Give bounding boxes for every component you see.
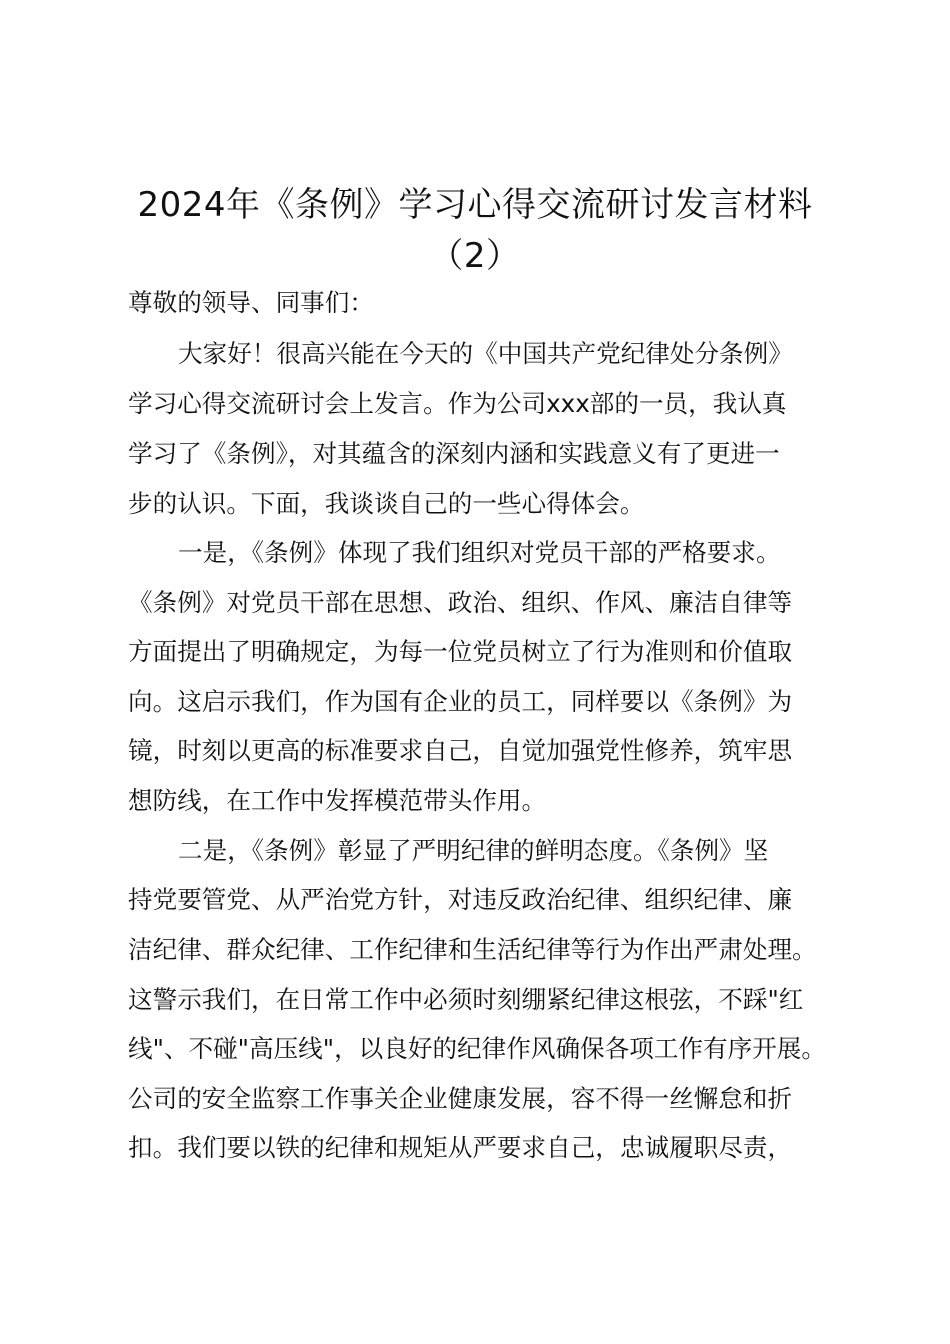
paragraph-line: 持党要管党、从严治党方针，对违反政治纪律、组织纪律、廉: [128, 885, 793, 914]
paragraph-line: 《条例》对党员干部在思想、政治、组织、作风、廉洁自律等: [128, 588, 793, 617]
paragraph-line: 镜，时刻以更高的标准要求自己，自觉加强党性修养，筑牢思: [128, 736, 793, 765]
paragraph-line: 一是，《条例》体现了我们组织对党员干部的严格要求。: [178, 538, 781, 567]
document-title-number: （2）: [429, 236, 521, 276]
paragraph-line: 公司的安全监察工作事关企业健康发展，容不得一丝懈怠和折: [128, 1084, 793, 1113]
paragraph-line: 二是，《条例》彰显了严明纪律的鲜明态度。《条例》坚: [178, 836, 769, 865]
paragraph-line: 步的认识。下面，我谈谈自己的一些心得体会。: [128, 489, 645, 518]
paragraph-line: 扣。我们要以铁的纪律和规矩从严要求自己，忠诚履职尽责，: [128, 1133, 793, 1162]
paragraph-line: 想防线，在工作中发挥模范带头作用。: [128, 786, 547, 815]
paragraph-line: 线"、不碰"高压线"，以良好的纪律作风确保各项工作有序开展。: [128, 1034, 826, 1063]
paragraph-line: 学习心得交流研讨会上发言。作为公司xxx部的一员，我认真: [128, 389, 787, 418]
paragraph-line: 大家好！很高兴能在今天的《中国共产党纪律处分条例》: [178, 339, 793, 368]
paragraph-line: 向。这启示我们，作为国有企业的员工，同样要以《条例》为: [128, 687, 793, 716]
document-title: 2024年《条例》学习心得交流研讨发言材料: [137, 185, 813, 225]
paragraph-line: 洁纪律、群众纪律、工作纪律和生活纪律等行为作出严肃处理。: [128, 935, 817, 964]
paragraph-line: 这警示我们，在日常工作中必须时刻绷紧纪律这根弦，不踩"红: [128, 985, 804, 1014]
paragraph-line: 学习了《条例》，对其蕴含的深刻内涵和实践意义有了更进一: [128, 439, 780, 468]
paragraph-line: 方面提出了明确规定，为每一位党员树立了行为准则和价值取: [128, 637, 793, 666]
salutation: 尊敬的领导、同事们：: [128, 288, 374, 317]
